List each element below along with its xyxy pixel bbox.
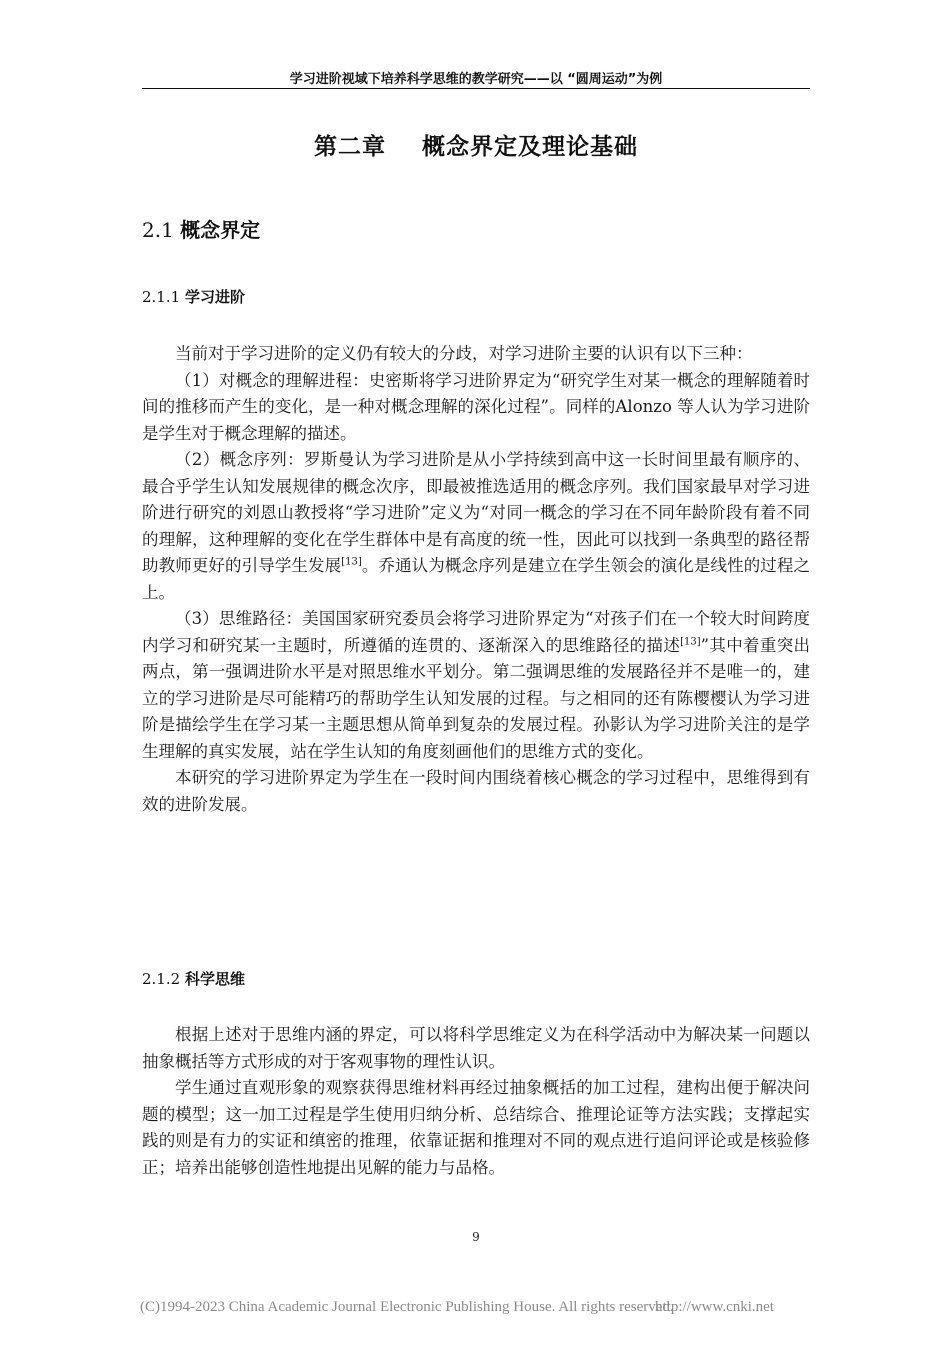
paragraph-text: 。乔通认为概念序列是建立在学生领会的演化是线性的过程之上。	[142, 556, 811, 602]
subsection-number: 2.1.1	[142, 288, 181, 306]
footer-url[interactable]: http://www.cnki.net	[655, 1299, 775, 1315]
section-heading-2-1	[142, 214, 260, 243]
paragraph-text: （3）思维路径：美国国家研究委员会将学习进阶界定为“对孩子们在一个较大时间跨度内学习和研究某一主题时，所遵循的连贯的、逐渐深入的思维路径的描述	[142, 609, 810, 655]
citation-ref: [13]	[680, 636, 701, 647]
paragraph: 本研究的学习进阶界定为学生在一段时间内围绕着核心概念的学习过程中，思维得到有效的进阶发展。	[142, 768, 810, 814]
citation-ref: [13]	[341, 556, 362, 568]
running-head-title: 学习进阶视域下培养科学思维的教学研究——以 “圆周运动”为例	[289, 72, 663, 87]
paragraph-text: ”其中着重突出两点，第一强调进阶水平是对照思维水平划分。第二强调思维的发展路径并不是唯一的，建立的学习进阶是尽可能精巧的帮助学生认知发展的过程。与之相同的还有陈樱樱认为学习进阶是描绘学生在学习某一主题思想从简单到复杂的发展过程。孙影认为学习进阶关注的是学生理解的真实发展，站在学生认知的角度刻画他们的思维方式的变化。	[142, 635, 811, 761]
section-2-1-1-body	[142, 341, 810, 818]
paragraph: 学生通过直观形象的观察获得思维材料再经过抽象概括的加工过程，建构出便于解决问题的模型；这一加工过程是学生使用归纳分析、总结综合、推理论证等方法实践；支撑起实践的则是有力的实证和缜密的推理，依靠证据和推理对不同的观点进行追问评论或是核验修正；培养出能够创造性地提出见解的能力与品格。	[142, 1078, 810, 1177]
paragraph	[142, 447, 810, 606]
subsection-number: 2.1.2	[142, 970, 181, 988]
subsection-title: 科学思维	[184, 970, 245, 988]
section-title: 概念界定	[180, 218, 261, 242]
paragraph: （1）对概念的理解进程：史密斯将学习进阶界定为“研究学生对某一概念的理解随着时间的推移而产生的变化，是一种对概念理解的深化过程”。同样的Alonzo 等人认为学习进阶是学生对于概念理解的描述。	[142, 370, 810, 443]
footer-copyright: (C)1994-2023 China Academic Journal Electronic Publishing House. All rights reserved.	[140, 1299, 674, 1315]
paragraph: 当前对于学习进阶的定义仍有较大的分歧，对学习进阶主要的认识有以下三种：	[175, 344, 753, 363]
paragraph-text: （2）概念序列：罗斯曼认为学习进阶是从小学持续到高中这一长时间里最有顺序的、最合乎学生认知发展规律的概念次序，即最被推选适用的概念序列。我们国家最早对学习进阶进行研究的刘恩山教授将“学习进阶”定义为“对同一概念的学习在不同年龄阶段有着不同的理解，这种理解的变化在学生群体中是有高度的统一性，因此可以找到一条典型的路径帮助教师更好的引导学生发展	[142, 450, 810, 575]
paragraph: 根据上述对于思维内涵的界定，可以将科学思维定义为在科学活动中为解决某一问题以抽象概括等方式形成的对于客观事物的理性认识。	[142, 1025, 810, 1071]
page-number: 9	[472, 1230, 480, 1244]
header-rule	[142, 88, 810, 89]
section-2-1-2-body	[142, 1022, 810, 1181]
section-number: 2.1	[142, 218, 174, 242]
section-heading-2-1-1	[142, 286, 245, 307]
subsection-title: 学习进阶	[184, 288, 245, 306]
paragraph	[142, 606, 810, 765]
section-heading-2-1-2	[142, 968, 245, 989]
chapter-title: 第二章 概念界定及理论基础	[313, 134, 639, 160]
